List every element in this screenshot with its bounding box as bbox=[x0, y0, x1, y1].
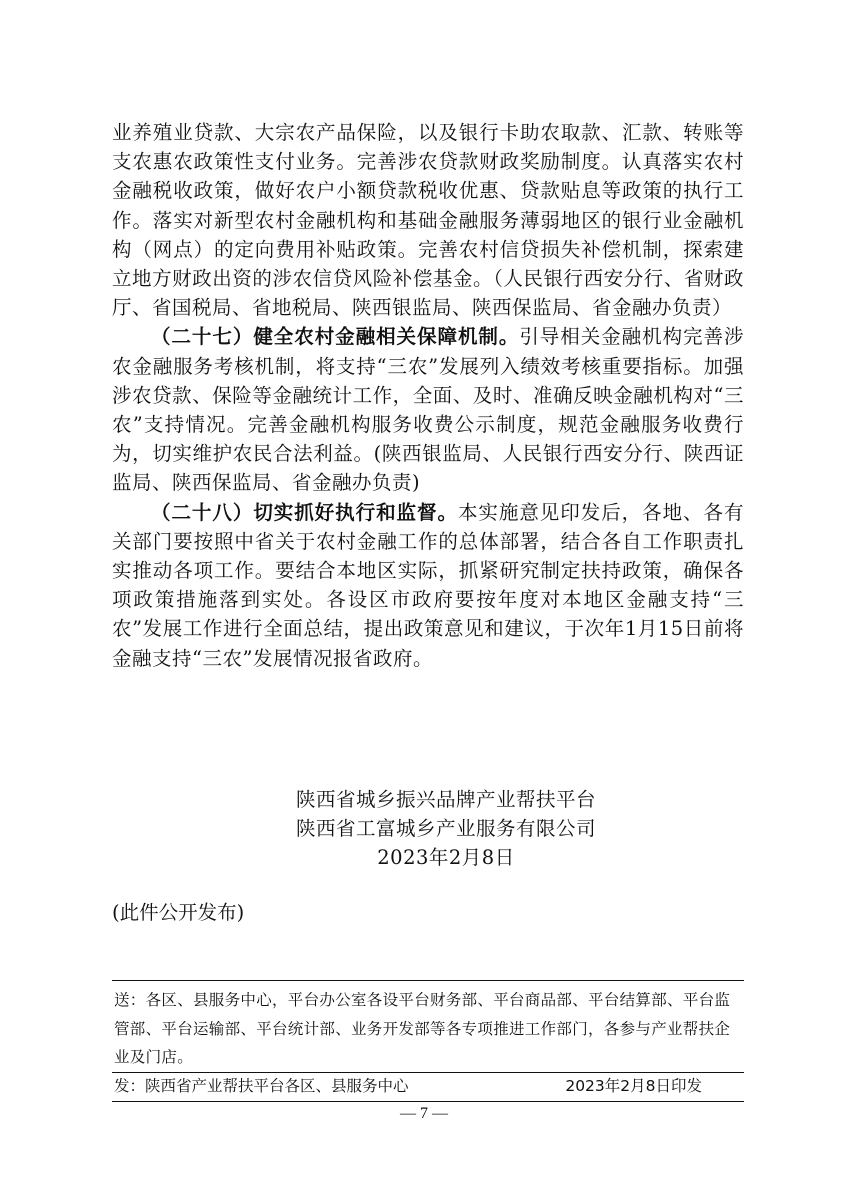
page-number: — 7 — bbox=[400, 1105, 448, 1122]
body-text bbox=[112, 118, 744, 673]
paragraph-1: 业养殖业贷款、大宗农产品保险，以及银行卡助农取款、汇款、转账等支农惠农政策性支付业务。完善涉农贷款财政奖励制度。认真落实农村金融税收政策，做好农户小额贷款税收优惠、贷款贴息等政策的执行工作。落实对新型农村金融机构和基础金融服务薄弱地区的银行业金融机构（网点）的定向费用补贴政策。完善农村信贷损失补偿机制，探索建立地方财政出资的涉农信贷风险补偿基金。（人民银行西安分行、省财政厅、省国税局、省地税局、陕西银监局、陕西保监局、省金融办负责） bbox=[112, 121, 744, 320]
section-27-text: 引导相关金融机构完善涉农金融服务考核机制，将支持“三农”发展列入绩效考核重要指标。加强涉农贷款、保险等金融统计工作，全面、及时、准确反映金融机构对“三农”支持情况。完善金融机构服务收费公示制度，规范金融服务收费行为，切实维护农民合法利益。(陕西银监局、人民银行西安分行、陕西证监局、陕西保监局、省金融办负责) bbox=[112, 325, 744, 495]
signature-org-2: 陕西省工富城乡产业服务有限公司 bbox=[295, 817, 596, 840]
footer-divider-top bbox=[112, 980, 744, 981]
section-28-heading: （二十八）切实抓好执行和监督。 bbox=[151, 500, 458, 524]
issue-date: 2023年2月8日印发 bbox=[565, 1077, 702, 1095]
issuer: 发：陕西省产业帮扶平台各区、县服务中心 bbox=[114, 1077, 409, 1095]
signature-date: 2023年2月8日 bbox=[377, 846, 515, 869]
issue-line bbox=[114, 1072, 734, 1100]
paragraph-2 bbox=[112, 322, 744, 497]
signature-org-1: 陕西省城乡振兴品牌产业帮扶平台 bbox=[295, 788, 596, 811]
distribution-list: 送：各区、县服务中心，平台办公室各设平台财务部、平台商品部、平台结算部、平台监管部、平台运输部、平台统计部、业务开发部等各专项推进工作部门，各参与产业帮扶企业及门店。 bbox=[114, 991, 731, 1066]
section-28-text: 本实施意见印发后，各地、各有关部门要按照中省关于农村金融工作的总体部署，结合各自工作职责扎实推动各项工作。要结合本地区实际，抓紧研究制定扶持政策，确保各项政策措施落到实处。各设区市政府要按年度对本地区金融支持“三农”发展工作进行全面总结，提出政策意见和建议，于次年1月15日前将金融支持“三农”发展情况报省政府。 bbox=[112, 500, 744, 670]
section-27-heading: （二十七）健全农村金融相关保障机制。 bbox=[151, 325, 520, 349]
paragraph-3 bbox=[112, 498, 744, 673]
public-release-note: (此件公开发布) bbox=[112, 901, 245, 924]
